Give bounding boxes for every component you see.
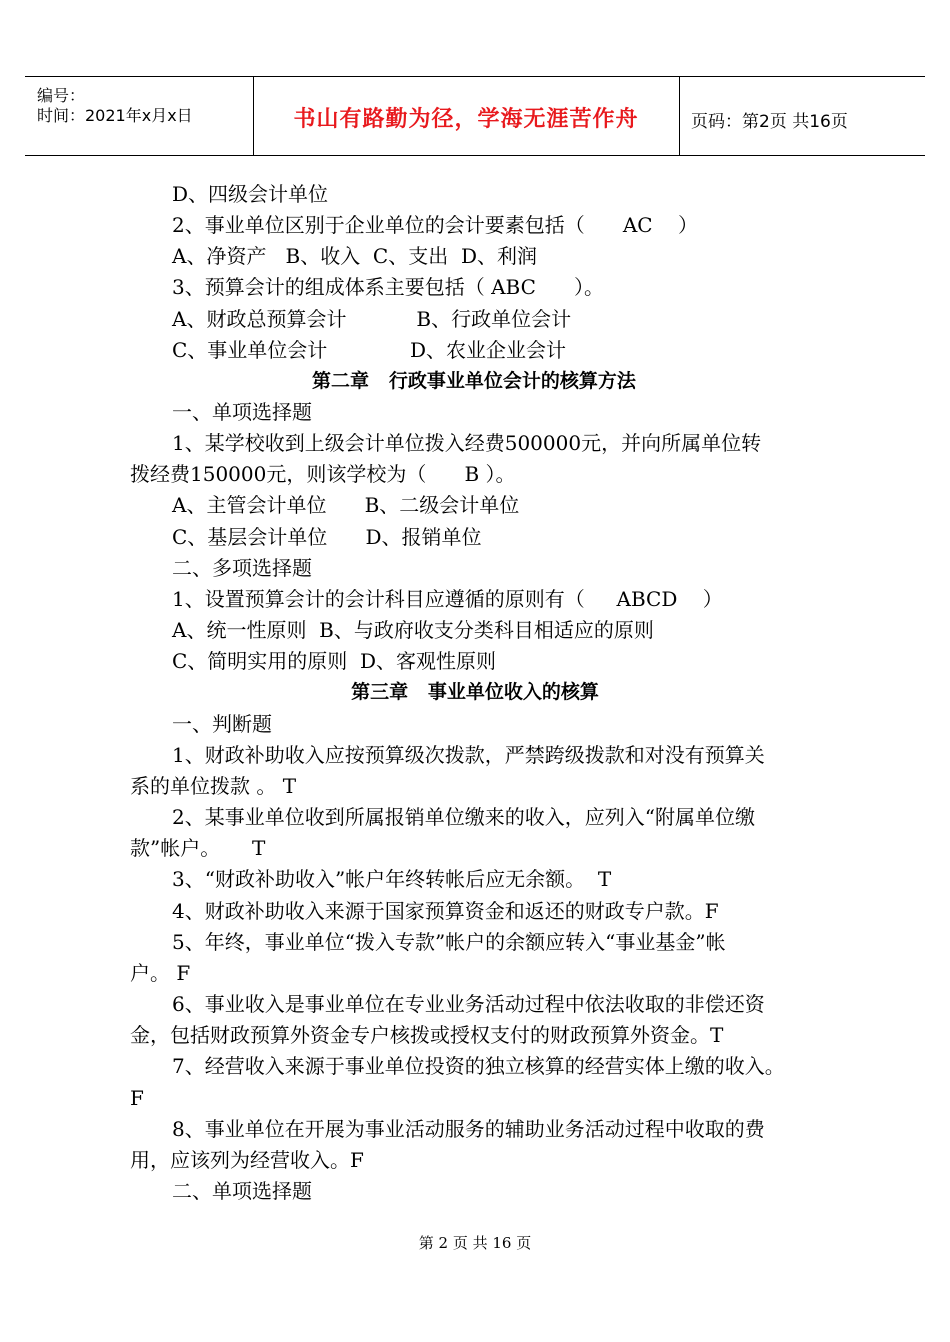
header-page-number: 页码：第2页 共16页 [691,112,848,132]
page-header [25,76,925,156]
section-heading: 一、单项选择题 [172,400,312,424]
document-time-label: 时间：2021年x月x日 [37,106,193,125]
option-line: A、财政总预算会计 B、行政单位会计 [172,307,572,331]
question-line: 1、某学校收到上级会计单位拨入经费500000元，并向所属单位转 [172,431,762,455]
statement-line: 5、年终，事业单位“拨入专款”帐户的余额应转入“事业基金”帐 [172,930,726,954]
chapter-heading: 第三章 事业单位收入的核算 [351,681,599,703]
statement-line: 系的单位拨款 。 T [130,774,297,798]
option-line: A、主管会计单位 B、二级会计单位 [172,493,520,517]
document-number-label: 编号： [37,86,86,105]
statement-line: 款”帐户。 T [130,836,266,860]
option-line: C、简明实用的原则 D、客观性原则 [172,649,497,673]
question-line: 拨经费150000元，则该学校为（ B ）。 [130,462,516,486]
section-heading: 一、判断题 [172,712,272,736]
option-line: A、净资产 B、收入 C、支出 D、利润 [172,244,537,268]
header-motto: 书山有路勤为径，学海无涯苦作舟 [293,107,639,132]
header-meta-cell [25,77,254,155]
option-line: C、基层会计单位 D、报销单位 [172,525,482,549]
statement-line: 用，应该列为经营收入。F [130,1148,364,1172]
page-footer: 第 2 页 共 16 页 [418,1234,532,1252]
header-motto-cell [253,77,680,155]
statement-line: 户。 F [130,961,191,985]
statement-line: 1、财政补助收入应按预算级次拨款，严禁跨级拨款和对没有预算关 [172,743,765,767]
section-heading: 二、单项选择题 [172,1179,312,1203]
statement-line: 3、“财政补助收入”帐户年终转帐后应无余额。 T [172,867,612,891]
statement-line: F [130,1086,144,1110]
statement-line: 8、事业单位在开展为事业活动服务的辅助业务活动过程中收取的费 [172,1117,765,1141]
question-line: 1、设置预算会计的会计科目应遵循的原则有（ ABCD ） [172,587,723,611]
statement-line: 4、财政补助收入来源于国家预算资金和返还的财政专户款。F [172,899,719,923]
chapter-heading: 第二章 行政事业单位会计的核算方法 [312,370,636,392]
question-line: 2、事业单位区别于企业单位的会计要素包括（ AC ） [172,213,699,237]
statement-line: 金，包括财政预算外资金专户核拨或授权支付的财政预算外资金。T [130,1023,724,1047]
statement-line: 2、某事业单位收到所属报销单位缴来的收入，应列入“附属单位缴 [172,805,755,829]
statement-line: 6、事业收入是事业单位在专业业务活动过程中依法收取的非偿还资 [172,992,765,1016]
section-heading: 二、多项选择题 [172,556,312,580]
option-line: A、统一性原则 B、与政府收支分类科目相适应的原则 [172,618,654,642]
option-line: C、事业单位会计 D、农业企业会计 [172,338,566,362]
question-line: 3、预算会计的组成体系主要包括（ ABC ）。 [172,275,605,299]
statement-line: 7、经营收入来源于事业单位投资的独立核算的经营实体上缴的收入。 [172,1054,785,1078]
option-line: D、四级会计单位 [172,182,329,206]
header-page-cell [679,77,925,155]
